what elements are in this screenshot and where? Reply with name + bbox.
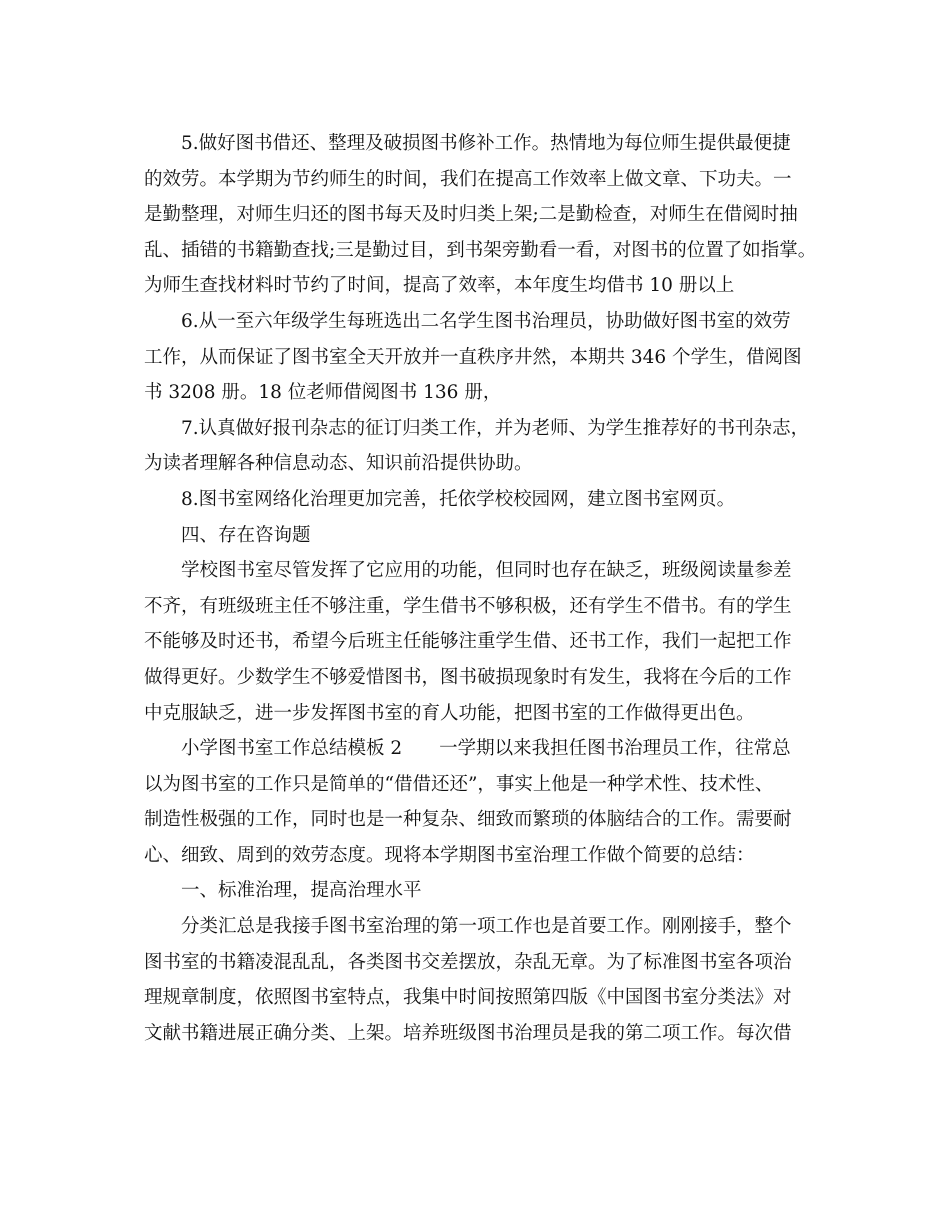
text-line: 书 3208 册。18 位老师借阅图书 136 册，	[144, 382, 502, 404]
text-line: 学校图书室尽管发挥了它应用的功能，但同时也存在缺乏，班级阅读量参差	[181, 560, 792, 582]
text-line: 制造性极强的工作，同时也是一种复杂、细致而繁琐的体脑结合的工作。需要耐	[144, 809, 792, 831]
text-line: 6.从一至六年级学生每班选出二名学生图书治理员，协助做好图书室的效劳	[181, 310, 791, 332]
text-line: 不齐，有班级班主任不够注重，学生借书不够积极，还有学生不借书。有的学生	[144, 595, 792, 617]
text-line: 图书室的书籍凌混乱乱，各类图书交差摆放，杂乱无章。为了标准图书室各项治	[144, 951, 792, 973]
text-line: 是勤整理，对师生归还的图书每天及时归类上架;二是勤检查，对师生在借阅时抽	[144, 204, 798, 226]
text-line: 7.认真做好报刊杂志的征订归类工作，并为老师、为学生推荐好的书刊杂志，	[181, 417, 810, 439]
text-line: 心、细致、周到的效劳态度。现将本学期图书室治理工作做个简要的总结：	[144, 844, 755, 866]
text-line: 以为图书室的工作只是简单的“借借还还”，事实上他是一种学术性、技术性、	[144, 773, 774, 795]
text-line: 小学图书室工作总结模板 2 一学期以来我担任图书治理员工作，往常总	[181, 738, 791, 760]
text-line: 理规章制度，依照图书室特点，我集中时间按照第四版《中国图书室分类法》对	[144, 987, 792, 1009]
text-line: 分类汇总是我接手图书室治理的第一项工作也是首要工作。刚刚接手，整个	[181, 916, 792, 938]
text-line: 文献书籍进展正确分类、上架。培养班级图书治理员是我的第二项工作。每次借	[144, 1022, 792, 1044]
text-line: 中克服缺乏，进一步发挥图书室的育人功能，把图书室的工作做得更出色。	[144, 702, 755, 724]
text-line: 工作，从而保证了图书室全天开放并一直秩序井然，本期共 346 个学生，借阅图	[144, 346, 802, 368]
text-line: 8.图书室网络化治理更加完善，托依学校校园网，建立图书室网页。	[181, 488, 736, 510]
text-line: 乱、插错的书籍勤查找;三是勤过目，到书架旁勤看一看，对图书的位置了如指掌。	[144, 239, 817, 261]
text-line: 不能够及时还书，希望今后班主任能够注重学生借、还书工作，我们一起把工作	[144, 631, 792, 653]
text-line: 为读者理解各种信息动态、知识前沿提供协助。	[144, 453, 533, 475]
text-line: 做得更好。少数学生不够爱惜图书，图书破损现象时有发生，我将在今后的工作	[144, 666, 792, 688]
section-heading: 四、存在咨询题	[181, 524, 311, 546]
document-body	[144, 126, 824, 1051]
text-line: 为师生查找材料时节约了时间，提高了效率，本年度生均借书 10 册以上	[144, 275, 735, 297]
text-line: 5.做好图书借还、整理及破损图书修补工作。热情地为每位师生提供最便捷	[181, 133, 791, 154]
section-heading: 一、标准治理，提高治理水平	[181, 880, 422, 902]
text-line: 的效劳。本学期为节约师生的时间，我们在提高工作效率上做文章、下功夫。一	[144, 168, 792, 190]
